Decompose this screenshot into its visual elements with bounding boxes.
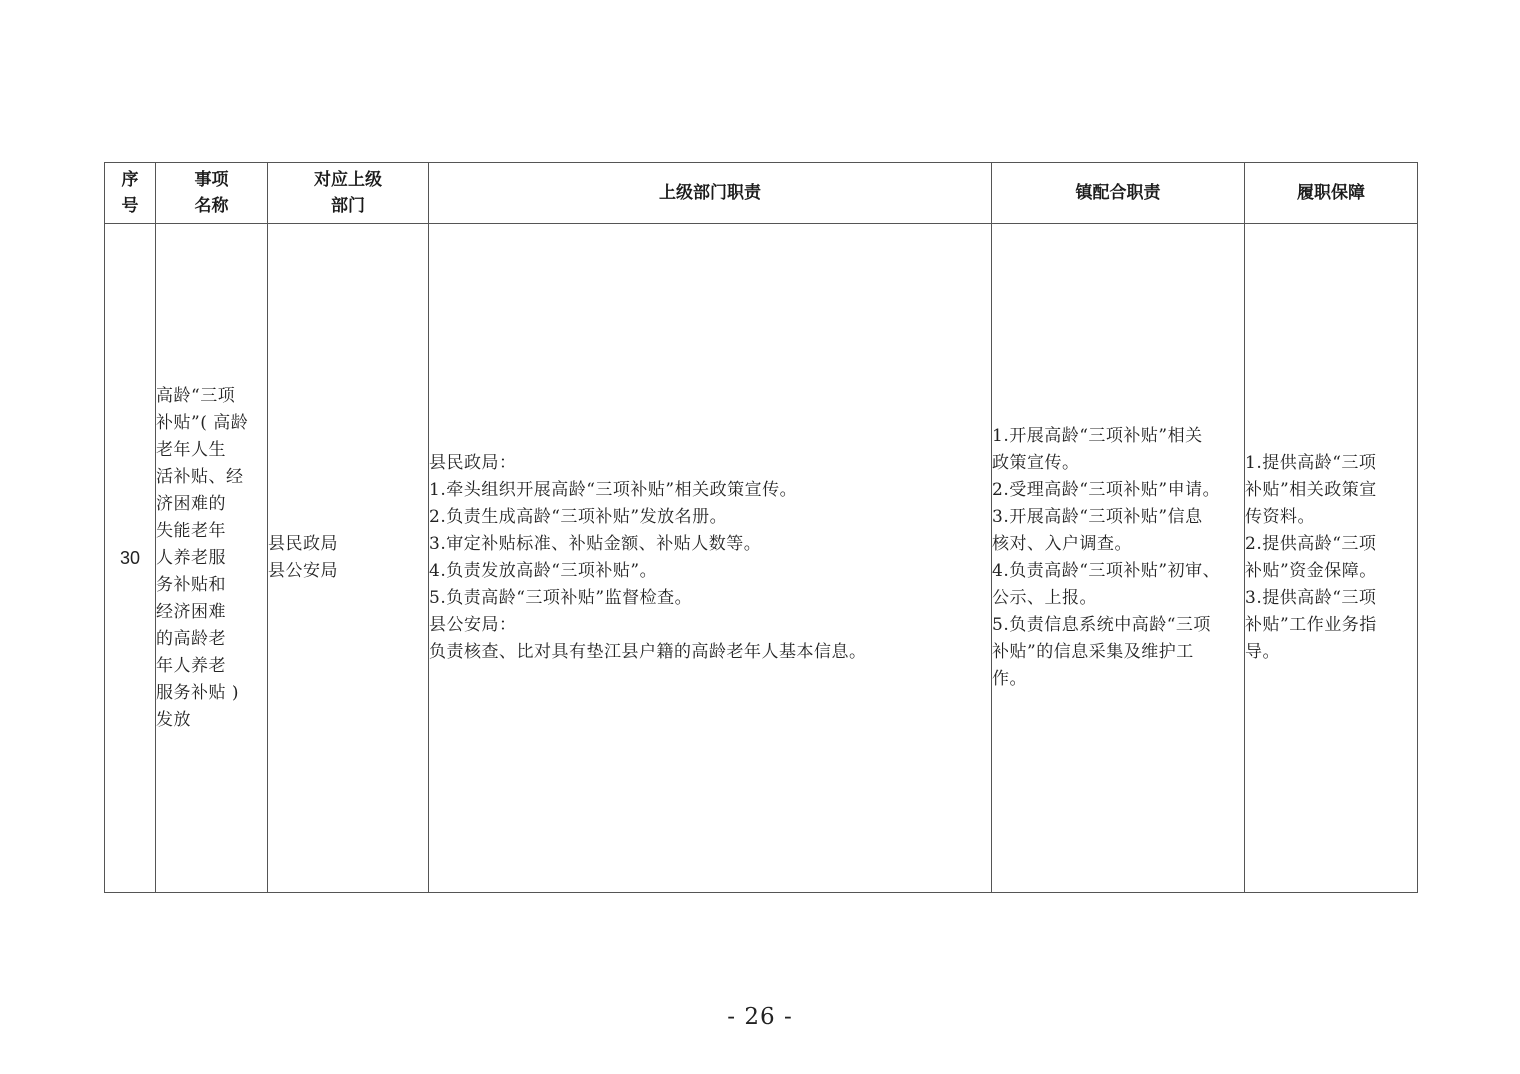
table-row [105,224,1418,893]
header-item-name [156,163,268,224]
upper-duty-line: 2.负责生成高龄“三项补贴”发放名册。 [429,507,728,527]
item-name-line: 发放 [156,709,191,730]
department-line: 县民政局 [268,534,338,554]
item-name-line: 老年人生 [156,439,226,460]
upper-duty-line: 负责核查、比对具有垫江县户籍的高龄老年人基本信息。 [429,642,867,662]
item-name-line: 年人养老 [156,655,226,676]
guarantee-line: 传资料。 [1245,507,1315,527]
town-duty-line: 1.开展高龄“三项补贴”相关 [992,426,1203,446]
item-name-line: 人养老服 [156,547,226,568]
item-name-line: 补贴”( 高龄 [156,412,249,433]
guarantee-line: 2.提供高龄“三项 [1245,534,1377,554]
town-duty-line: 4.负责高龄“三项补贴”初审、 [992,561,1221,581]
guarantee-line: 1.提供高龄“三项 [1245,453,1377,473]
guarantee-line: 导。 [1245,642,1280,662]
header-upper-department [268,163,429,224]
upper-duty-line: 5.负责高龄“三项补贴”监督检查。 [429,588,693,608]
header-dept-line2: 部门 [331,196,365,216]
department-line: 县公安局 [268,561,338,581]
item-name-line: 济困难的 [156,493,226,514]
guarantee-line: 补贴”资金保障。 [1245,561,1377,581]
item-name-line: 高龄“三项 [156,385,236,406]
header-row [105,163,1418,224]
upper-duty-cell [429,224,992,893]
header-guarantee: 履职保障 [1245,163,1418,224]
page-number: - 26 - [727,1004,793,1030]
item-name-line: 经济困难 [156,601,226,622]
guarantee-cell [1245,224,1418,893]
duty-table [104,162,1418,893]
town-duty-line: 政策宣传。 [992,453,1080,473]
item-name-line: 的高龄老 [156,628,226,649]
upper-duty-line: 3.审定补贴标准、补贴金额、补贴人数等。 [429,534,762,554]
header-dept-line1: 对应上级 [314,170,382,190]
town-duty-line: 3.开展高龄“三项补贴”信息 [992,507,1203,527]
serial-number-cell: 30 [105,224,156,893]
guarantee-line: 补贴”相关政策宣 [1245,480,1377,500]
header-serial-number [105,163,156,224]
guarantee-line: 3.提供高龄“三项 [1245,588,1377,608]
upper-duty-line: 县民政局： [429,453,517,473]
item-name-cell [156,224,268,893]
town-duty-line: 公示、上报。 [992,588,1097,608]
header-upper-duty: 上级部门职责 [429,163,992,224]
town-duty-cell [992,224,1245,893]
header-town-duty: 镇配合职责 [992,163,1245,224]
upper-duty-line: 县公安局： [429,615,517,635]
town-duty-line: 5.负责信息系统中高龄“三项 [992,615,1211,635]
header-serial-line2: 号 [121,196,139,216]
upper-duty-line: 1.牵头组织开展高龄“三项补贴”相关政策宣传。 [429,480,798,500]
upper-duty-line: 4.负责发放高龄“三项补贴”。 [429,561,658,581]
town-duty-line: 作。 [992,669,1027,689]
item-name-line: 务补贴和 [156,574,226,595]
item-name-line: 活补贴、经 [156,466,244,487]
town-duty-line: 补贴”的信息采集及维护工 [992,642,1194,662]
header-item-line1: 事项 [194,170,229,190]
town-duty-line: 2.受理高龄“三项补贴”申请。 [992,480,1221,500]
item-name-line: 失能老年 [156,520,226,541]
town-duty-line: 核对、入户调查。 [992,534,1132,554]
upper-department-cell [268,224,429,893]
guarantee-line: 补贴”工作业务指 [1245,615,1377,635]
item-name-line: 服务补贴 ) [156,682,240,703]
header-serial-line1: 序 [121,170,139,190]
header-item-line2: 名称 [194,196,229,216]
